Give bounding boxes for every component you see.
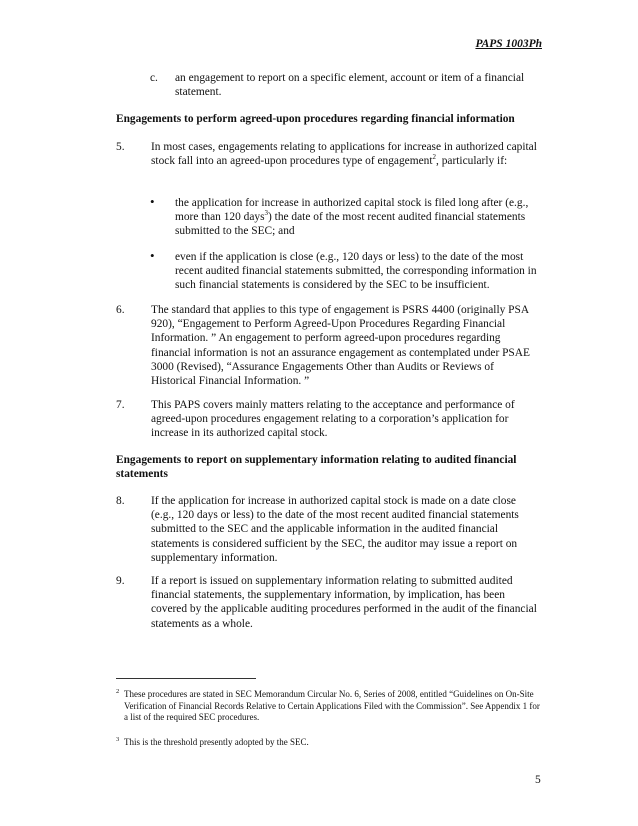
- list-item-text: an engagement to report on a specific element, account or item of a financial statement.: [175, 72, 525, 99]
- paragraph-text: If a report is issued on supplementary information relating to submitted audited financial statements, the supplementary information, by implication, has been covered by the applicable auditing procedures performed in the audit of the financial statements as a whole.: [151, 575, 537, 630]
- document-code-header: PAPS 1003Ph: [475, 38, 542, 50]
- footnote-ref: 2: [432, 153, 436, 162]
- paragraph-number: 9.: [116, 575, 125, 587]
- footnote-mark: 2: [116, 688, 120, 695]
- footnote-mark: 3: [116, 736, 120, 743]
- paragraph-number: 5.: [116, 141, 125, 153]
- footnote-text: This is the threshold presently adopted by the SEC.: [124, 737, 309, 747]
- bullet-dot-icon: •: [150, 248, 155, 263]
- bullet-text: the application for increase in authorized capital stock is filed long after (e.g., more than 120 days$^3$) the date of the most recent audited financial statements submitted to the SEC; and: [175, 197, 529, 238]
- bullet-text: even if the application is close (e.g., 120 days or less) to the date of the most recent audited financial statements submitted, the corresponding information in such financial statements is considered by the SEC to be insufficient.: [175, 251, 537, 292]
- section-heading-supplementary: Engagements to report on supplementary information relating to audited financial statements: [116, 454, 517, 481]
- section-heading-agreed-upon: Engagements to perform agreed-upon procedures regarding financial information: [116, 113, 515, 125]
- footnote-ref: 3: [264, 209, 269, 218]
- paragraph-text: If the application for increase in authorized capital stock is made on a date close (e.g., 120 days or less) to the date of the most recent audited financial statements submitted to the SEC and the applicable information in the audited financial statements is considered sufficient by the SEC, the auditor may issue a report on supplementary information.: [151, 495, 519, 564]
- footnote-text: These procedures are stated in SEC Memorandum Circular No. 6, Series of 2008, entitled “Guidelines on On-Site Verification of Financial Records Relative to Certain Applications Filed with the Commission”. See Appendix 1 for a list of the required SEC procedures.: [124, 689, 540, 723]
- paragraph-number: 8.: [116, 495, 125, 507]
- bullet-dot-icon: •: [150, 194, 155, 209]
- paragraph-number: 7.: [116, 399, 125, 411]
- paragraph-text: This PAPS covers mainly matters relating to the acceptance and performance of agreed-upon procedures engagement relating to a corporation’s application for increase in its authorized capital stock.: [151, 399, 515, 440]
- paragraph-number: 6.: [116, 304, 125, 316]
- paragraph-text: The standard that applies to this type of engagement is PSRS 4400 (originally PSA 920), “Engagement to Perform Agreed-Upon Procedures Regarding Financial Information. ” An engagement to perform agreed-upon procedures regarding financial information is not an assurance engagement as contemplated under PSAE 3000 (Revised), “Assurance Engagements Other than Audits or Reviews of Historical Financial Information. ”: [151, 304, 530, 388]
- page-number: 5: [535, 774, 541, 786]
- list-marker: c.: [150, 72, 158, 84]
- paragraph-text: In most cases, engagements relating to applications for increase in authorized capital stock fall into an agreed-upon procedures type of engagement$^2$, particularly if:: [151, 141, 537, 168]
- footnote-separator: [116, 678, 256, 679]
